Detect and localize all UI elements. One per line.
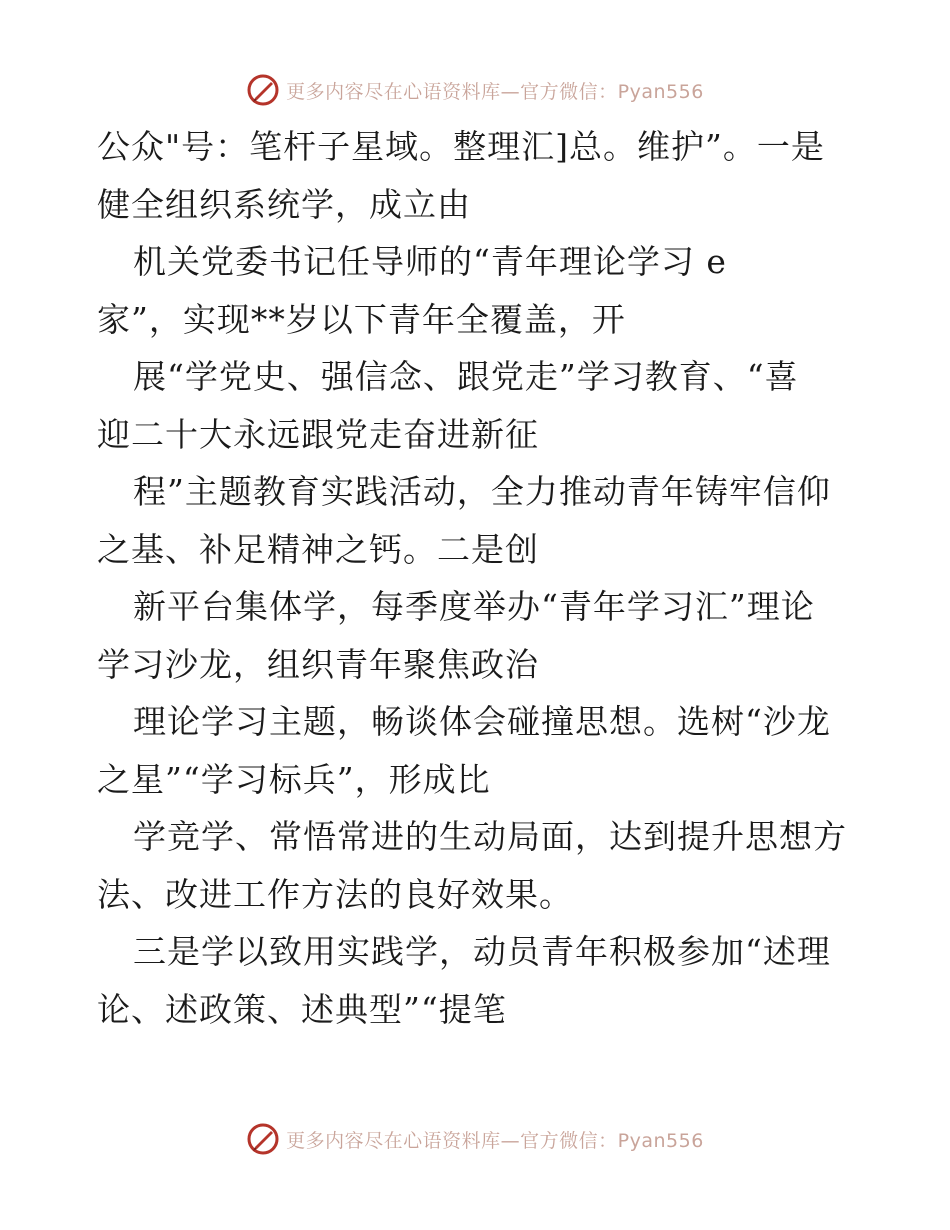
banner-text: 更多内容尽在心语资料库—官方微信：Pyan556 <box>286 80 704 103</box>
text-line: 论、述政策、述典型”“提笔 <box>97 989 507 1029</box>
text-line: 之基、补足精神之钙。二是创 <box>97 529 539 569</box>
text-line: 三是学以致用实践学，动员青年积极参加“述理 <box>133 932 831 971</box>
text-line: 迎二十大永远跟党走奋进新征 <box>97 414 539 454</box>
text-line: 展“学党史、强信念、跟党走”学习教育、“喜 <box>133 357 799 396</box>
text-line: 新平台集体学，每季度举办“青年学习汇”理论 <box>133 587 815 626</box>
document-body <box>97 118 857 1038</box>
text-line: 机关党委书记任导师的“青年理论学习 e <box>133 242 727 281</box>
text-line: 健全组织系统学，成立由 <box>97 184 471 224</box>
footer-banner <box>0 1119 950 1159</box>
text-line: 法、改进工作方法的良好效果。 <box>97 874 573 914</box>
header-banner <box>0 70 950 110</box>
text-line: 之星”“学习标兵”，形成比 <box>97 759 491 799</box>
text-line: 家”，实现**岁以下青年全覆盖，开 <box>97 299 626 339</box>
pen-logo-icon <box>246 1122 280 1156</box>
text-line: 程”主题教育实践活动，全力推动青年铸牢信仰 <box>133 472 831 511</box>
pen-logo-icon <box>246 73 280 107</box>
banner-text: 更多内容尽在心语资料库—官方微信：Pyan556 <box>286 1129 704 1152</box>
text-line: 学习沙龙，组织青年聚焦政治 <box>97 644 539 684</box>
text-line: 理论学习主题，畅谈体会碰撞思想。选树“沙龙 <box>133 702 831 741</box>
text-line: 公众"号：笔杆子星域。整理汇]总。维护”。一是 <box>97 127 825 166</box>
text-line: 学竞学、常悟常进的生动局面，达到提升思想方 <box>133 817 847 856</box>
